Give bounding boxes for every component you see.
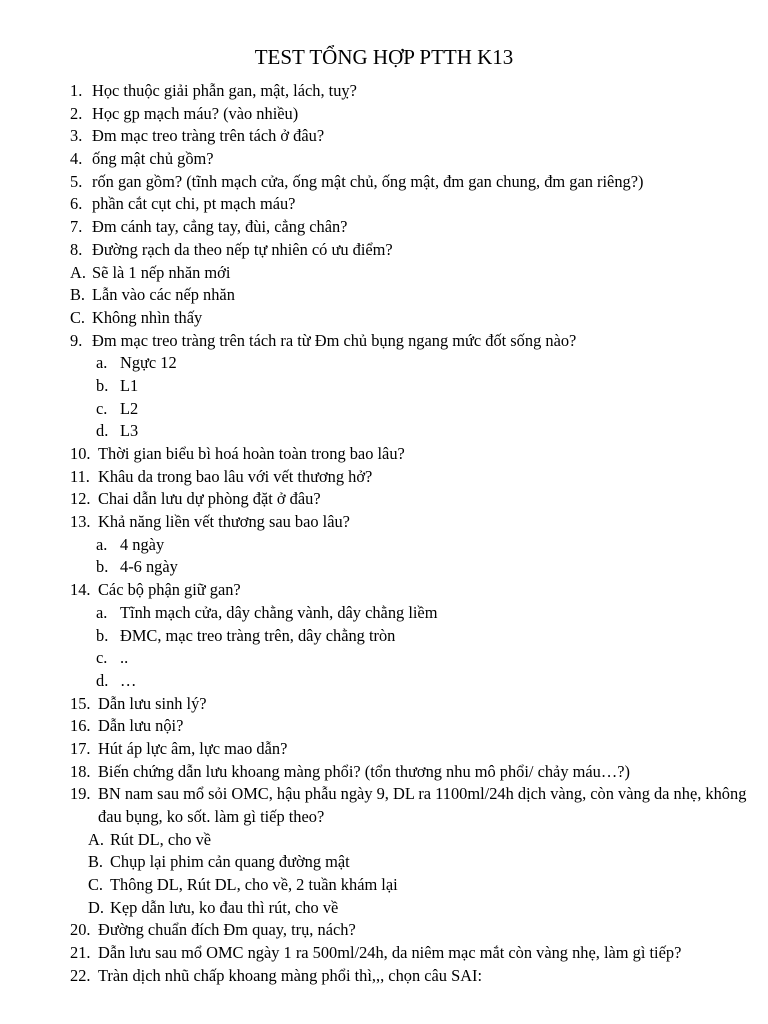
item-text: Sẽ là 1 nếp nhăn mới [92,262,231,282]
item-text: Đường rạch da theo nếp tự nhiên có ưu điểm? [92,239,393,259]
answer-option [0,534,768,557]
item-text: Dẫn lưu nội? [98,716,184,736]
list-item [0,579,768,602]
list-item [0,148,768,171]
answer-option [0,556,768,579]
list-item [0,783,768,828]
item-text: Lẫn vào các nếp nhăn [92,285,235,305]
list-item [0,307,768,330]
item-text: Học gp mạch máu? (vào nhiều) [92,103,299,123]
list-item [0,466,768,489]
list-item [0,443,768,466]
list-item [0,488,768,511]
item-marker: 19. [70,784,91,804]
answer-option [0,647,768,670]
list-item [0,715,768,738]
question-list [0,80,768,988]
item-marker: 8. [70,239,83,259]
item-text: Tĩnh mạch cửa, dây chằng vành, dây chằng liềm [120,602,438,622]
item-marker: b. [96,625,109,645]
item-text: Rút DL, cho về [110,829,212,849]
item-text: rốn gan gồm? (tĩnh mạch cửa, ống mật chủ, ống mật, đm gan chung, đm gan riêng?) [92,171,644,191]
item-text: L1 [120,375,139,395]
item-text: BN nam sau mổ sỏi OMC, hậu phẫu ngày 9, DL ra 1100ml/24h dịch vàng, còn vàng da nhẹ, không đau bụng, ko sốt. làm gì tiếp theo? [98,784,747,827]
item-marker: 22. [70,965,91,985]
answer-option [0,670,768,693]
item-marker: 12. [70,489,91,509]
item-marker: 21. [70,943,91,963]
item-marker: 1. [70,81,83,100]
item-text: Dẫn lưu sau mổ OMC ngày 1 ra 500ml/24h, da niêm mạc mắt còn vàng nhẹ, làm gì tiếp? [98,943,682,963]
item-marker: 2. [70,103,83,123]
item-text: Khâu da trong bao lâu với vết thương hở? [98,466,373,486]
list-item [0,511,768,534]
list-item [0,171,768,194]
list-item [0,284,768,307]
answer-option [0,420,768,443]
item-marker: 20. [70,920,91,940]
page-title: TEST TỔNG HỢP PTTH K13 [254,45,514,69]
item-marker: A. [70,262,86,282]
list-item [0,193,768,216]
item-text: Biến chứng dẫn lưu khoang màng phổi? (tổn thương nhu mô phổi/ chảy máu…?) [98,761,630,781]
item-text: ống mật chủ gồm? [92,149,214,169]
item-marker: 11. [70,466,90,486]
item-text: Ngực 12 [120,353,177,373]
list-item [0,216,768,239]
item-text: Đm mạc treo tràng trên tách ở đâu? [92,126,325,146]
list-item [0,965,768,988]
answer-option [0,851,768,874]
answer-option [0,398,768,421]
item-marker: B. [88,852,104,872]
list-item [0,330,768,353]
answer-option [0,897,768,920]
item-marker: 5. [70,171,83,191]
item-text: Các bộ phận giữ gan? [98,580,241,600]
item-text: Kẹp dẫn lưu, ko đau thì rút, cho về [110,897,339,917]
item-marker: 15. [70,693,91,713]
answer-option [0,602,768,625]
item-marker: 4. [70,149,83,169]
item-text: Chụp lại phim cản quang đường mật [110,852,350,872]
item-text: Tràn dịch nhũ chấp khoang màng phổi thì,,, chọn câu SAI: [98,965,483,985]
item-marker: 3. [70,126,83,146]
item-marker: c. [96,398,108,418]
item-text: L3 [120,421,139,441]
list-item [0,761,768,784]
item-marker: a. [96,353,108,373]
item-text: Chai dẫn lưu dự phòng đặt ở đâu? [98,489,321,509]
item-text: Dẫn lưu sinh lý? [98,693,207,713]
item-marker: 10. [70,444,91,463]
list-item [0,262,768,285]
list-item [0,80,768,103]
answer-option [0,352,768,375]
item-text: Thời gian biểu bì hoá hoàn toàn trong bao lâu? [98,444,405,463]
item-marker: 17. [70,738,91,758]
item-marker: 16. [70,716,91,736]
item-marker: D. [88,897,104,917]
item-marker: c. [96,648,108,668]
list-item [0,103,768,126]
item-text: Hút áp lực âm, lực mao dẫn? [98,738,288,758]
item-marker: 7. [70,217,83,237]
item-text: Thông DL, Rút DL, cho về, 2 tuần khám lại [110,875,398,895]
item-text: L2 [120,398,139,418]
item-marker: 9. [70,330,83,350]
item-text: phần cắt cụt chi, pt mạch máu? [92,194,296,214]
item-marker: 18. [70,761,91,781]
item-text: Khả năng liền vết thương sau bao lâu? [98,512,350,532]
item-text: Đm cánh tay, cẳng tay, đùi, cẳng chân? [92,217,348,237]
item-text: Đm mạc treo tràng trên tách ra từ Đm chủ bụng ngang mức đốt sống nào? [92,330,577,350]
list-item [0,942,768,965]
item-marker: a. [96,602,108,622]
item-marker: 14. [70,580,91,600]
list-item [0,693,768,716]
answer-option [0,375,768,398]
item-text: Học thuộc giải phẫn gan, mật, lách, tuỵ? [92,81,357,100]
answer-option [0,874,768,897]
answer-option [0,829,768,852]
item-marker: 6. [70,194,83,214]
item-marker: a. [96,534,108,554]
item-text: 4 ngày [120,534,165,554]
list-item [0,738,768,761]
answer-option [0,625,768,648]
item-text: Đường chuẩn đích Đm quay, trụ, nách? [98,920,356,940]
item-marker: A. [88,829,104,849]
item-marker: B. [70,285,86,305]
list-item [0,919,768,942]
item-marker: b. [96,557,109,577]
list-item [0,125,768,148]
item-marker: C. [88,875,104,895]
list-item [0,239,768,262]
item-text: … [120,670,137,690]
item-marker: d. [96,670,109,690]
item-marker: d. [96,421,109,441]
item-marker: C. [70,307,86,327]
item-text: .. [120,648,129,668]
item-marker: 13. [70,512,91,532]
item-text: Không nhìn thấy [92,307,203,327]
item-text: 4-6 ngày [120,557,178,577]
item-text: ĐMC, mạc treo tràng trên, dây chằng tròn [120,625,396,645]
item-marker: b. [96,375,109,395]
